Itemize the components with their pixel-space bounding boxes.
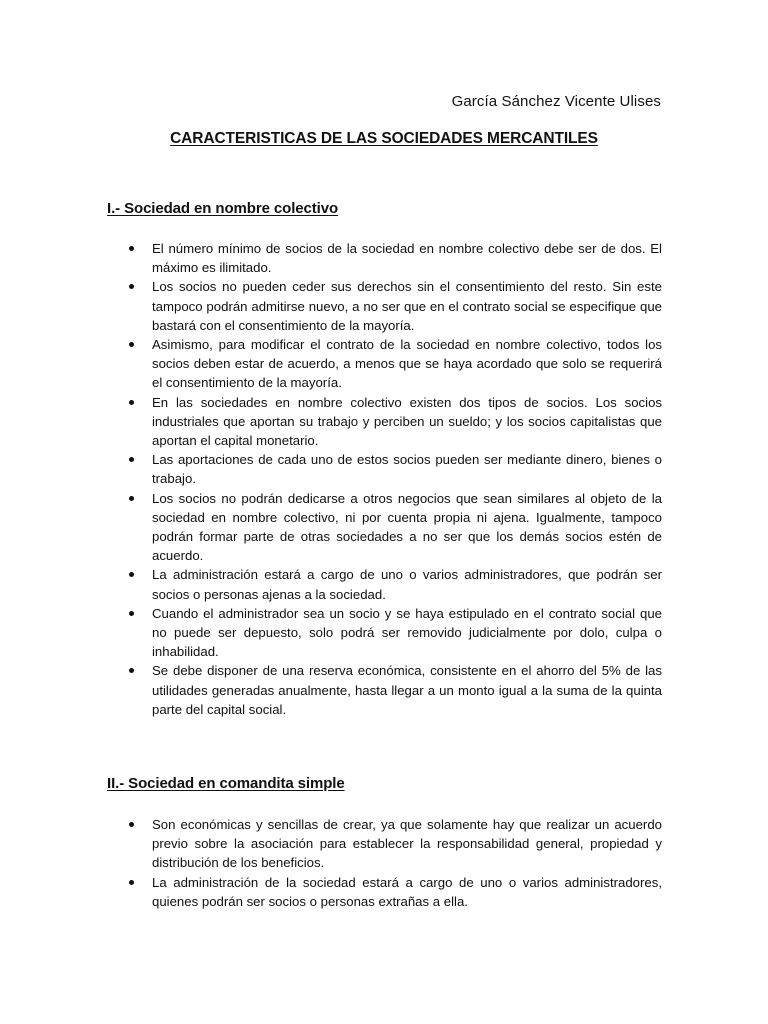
list-item [107, 489, 662, 566]
list-item [107, 277, 662, 335]
list-item-text: La administración de la sociedad estará a cargo de uno o varios administradores, quienes podrán ser socios o personas extrañas a ella. [152, 874, 662, 909]
bullet-icon [129, 496, 134, 501]
list-item-text: El número mínimo de socios de la sociedad en nombre colectivo debe ser de dos. El máximo es ilimitado. [152, 241, 662, 276]
bullet-icon [129, 284, 134, 289]
bullet-icon [129, 342, 134, 347]
list-item [107, 873, 662, 911]
list-item [107, 239, 662, 277]
list-item-text: Los socios no pueden ceder sus derechos sin el consentimiento del resto. Sin este tampoco podrán admitirse nuevo, a no ser que en el contrato social se especifique que bastará con el consentimiento de la mayoría. [152, 279, 662, 333]
list-item-text: La administración estará a cargo de uno o varios administradores, que podrán ser socios o personas ajenas a la sociedad. [152, 567, 662, 602]
bullet-icon [129, 822, 134, 827]
list-item [107, 335, 662, 393]
list-item [107, 393, 662, 451]
bullet-icon [129, 246, 134, 251]
list-item-text: Las aportaciones de cada uno de estos socios pueden ser mediante dinero, bienes o trabajo. [152, 452, 662, 487]
list-item-text: En las sociedades en nombre colectivo existen dos tipos de socios. Los socios industriales que aportan su trabajo y perciben un sueldo; y los socios capitalistas que aportan el capital monetario. [152, 394, 662, 449]
section-1-bullet-list [107, 239, 662, 719]
list-item-text: Los socios no podrán dedicarse a otros negocios que sean similares al objeto de la sociedad en nombre colectivo, ni por cuenta propia ni ajena. Igualmente, tampoco podrán formar parte de otras sociedades a no ser que los demás socios estén de acuerdo. [152, 490, 662, 564]
list-item-text: Cuando el administrador sea un socio y se haya estipulado en el contrato social que no puede ser depuesto, solo podrá ser removido judicialmente por dolo, culpa o inhabilidad. [152, 605, 662, 660]
author-name: García Sánchez Vicente Ulises [451, 93, 661, 110]
bullet-icon [129, 668, 134, 673]
document-title: CARACTERISTICAS DE LAS SOCIEDADES MERCANTILES [170, 130, 598, 147]
bullet-icon [129, 880, 134, 885]
section-2-bullet-list [107, 815, 662, 911]
bullet-icon [129, 400, 134, 405]
bullet-icon [129, 572, 134, 577]
section-heading-1: I.- Sociedad en nombre colectivo [107, 200, 339, 217]
bullet-icon [129, 611, 134, 616]
list-item [107, 815, 662, 873]
list-item [107, 450, 662, 488]
list-item [107, 604, 662, 662]
list-item [107, 565, 662, 603]
list-item-text: Son económicas y sencillas de crear, ya que solamente hay que realizar un acuerdo previo sobre la asociación para establecer la responsabilidad general, propiedad y distribución de los beneficios. [152, 817, 662, 871]
list-item-text: Se debe disponer de una reserva económica, consistente en el ahorro del 5% de las utilidades generadas anualmente, hasta llegar a un monto igual a la suma de la quinta parte del capital social. [152, 663, 662, 717]
bullet-icon [129, 457, 134, 462]
section-heading-2: II.- Sociedad en comandita simple [107, 775, 345, 792]
list-item [107, 661, 662, 719]
list-item-text: Asimismo, para modificar el contrato de la sociedad en nombre colectivo, todos los socios deben estar de acuerdo, a menos que se haya acordado que solo se requerirá el consentimiento de la mayoría. [152, 337, 662, 391]
